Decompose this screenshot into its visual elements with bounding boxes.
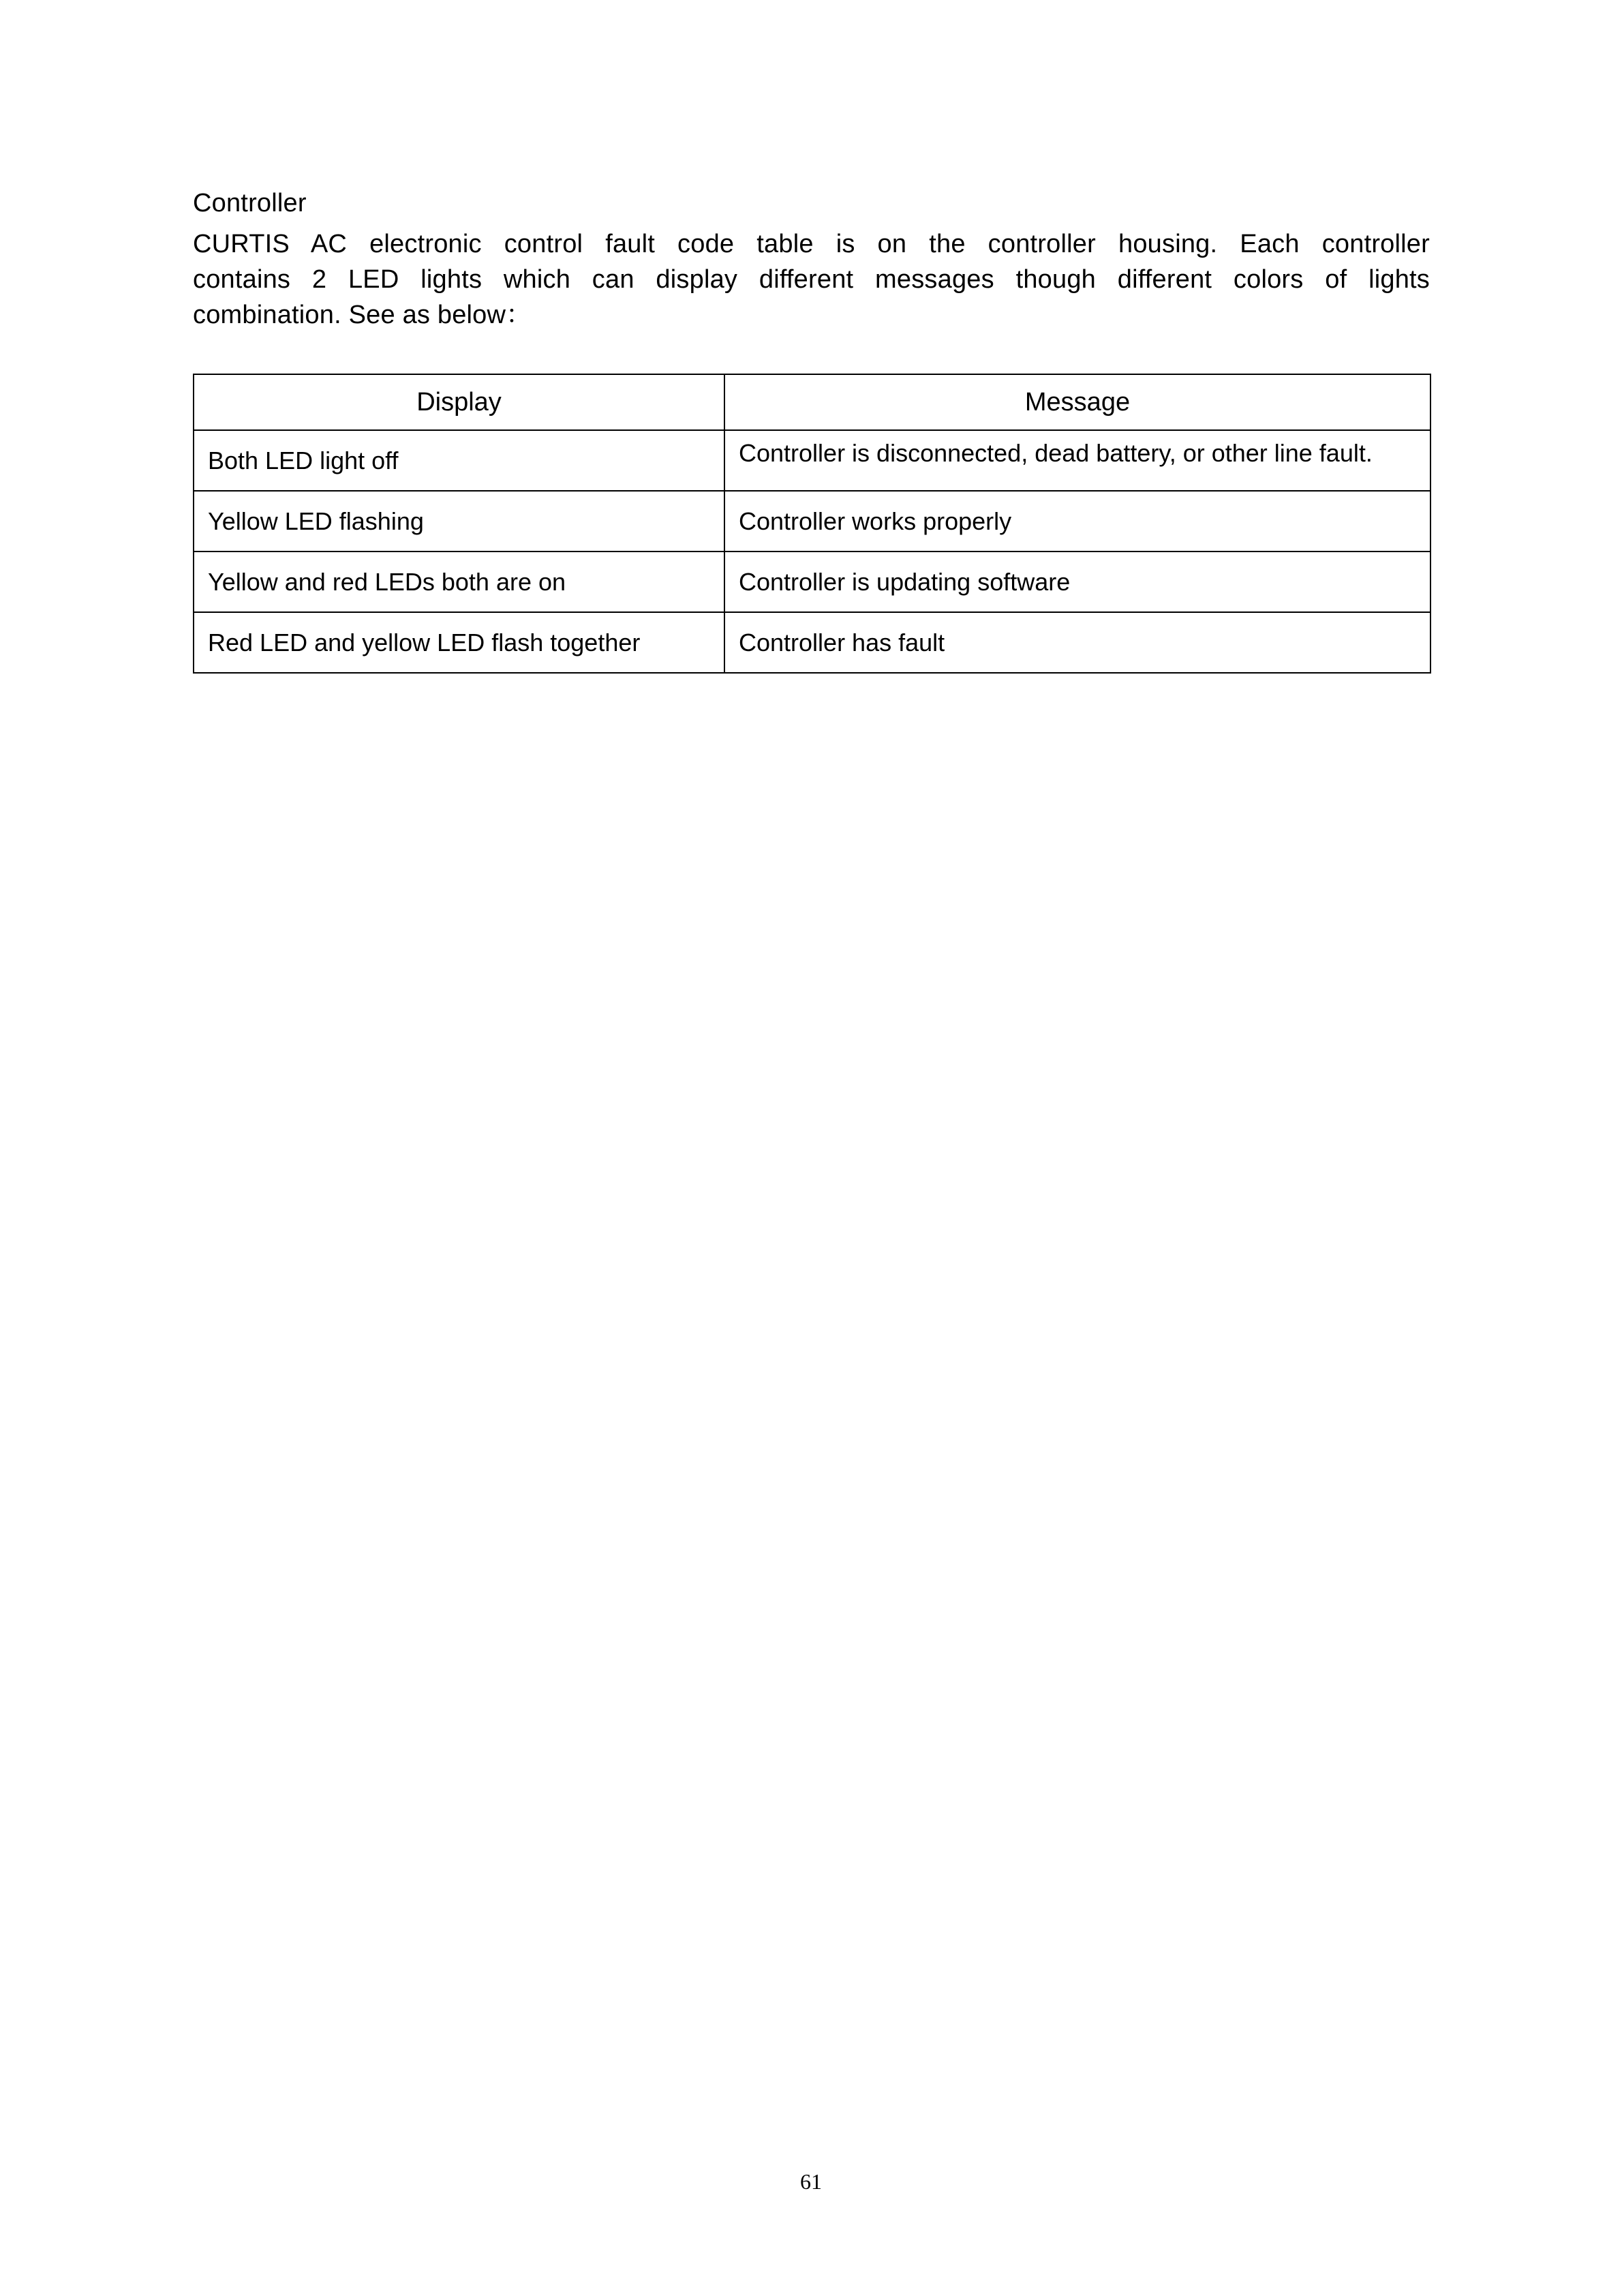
cell-display-text: Both LED light off <box>208 446 399 474</box>
page-number: 61 <box>800 2169 822 2194</box>
cell-display-text: Yellow and red LEDs both are on <box>208 567 566 596</box>
column-header-display: Display <box>194 374 724 430</box>
section-heading: Controller <box>193 189 307 217</box>
table-header <box>194 374 1430 430</box>
paragraph-line-3: combination. See as below： <box>193 301 532 329</box>
paragraph-line-2: contains 2 LED lights which can display different messages though different colors of lights <box>193 265 1430 294</box>
paragraph-line-1: CURTIS AC electronic control fault code table is on the controller housing. Each controller <box>193 230 1430 258</box>
cell-display <box>194 491 724 552</box>
table-row <box>194 491 1430 552</box>
table-body <box>194 430 1430 673</box>
table-row <box>194 552 1430 612</box>
cell-message <box>724 491 1430 552</box>
text-content-block <box>193 185 1430 333</box>
table-row <box>194 612 1430 673</box>
cell-message <box>724 612 1430 673</box>
cell-message-text: Controller works properly <box>739 507 1012 535</box>
cell-message <box>724 552 1430 612</box>
cell-display <box>194 612 724 673</box>
cell-message-text: Controller is updating software <box>739 567 1071 596</box>
cell-display <box>194 552 724 612</box>
led-status-table <box>193 374 1431 674</box>
cell-message-text: Controller is disconnected, dead battery, or other line fault. <box>739 439 1373 467</box>
table-header-row <box>194 374 1430 430</box>
cell-display-text: Red LED and yellow LED flash together <box>208 628 641 656</box>
cell-message <box>724 430 1430 491</box>
cell-display <box>194 430 724 491</box>
cell-display-text: Yellow LED flashing <box>208 507 424 535</box>
cell-message-text: Controller has fault <box>739 628 945 656</box>
intro-paragraph <box>193 226 1430 333</box>
table-row <box>194 430 1430 491</box>
column-header-message: Message <box>724 374 1430 430</box>
